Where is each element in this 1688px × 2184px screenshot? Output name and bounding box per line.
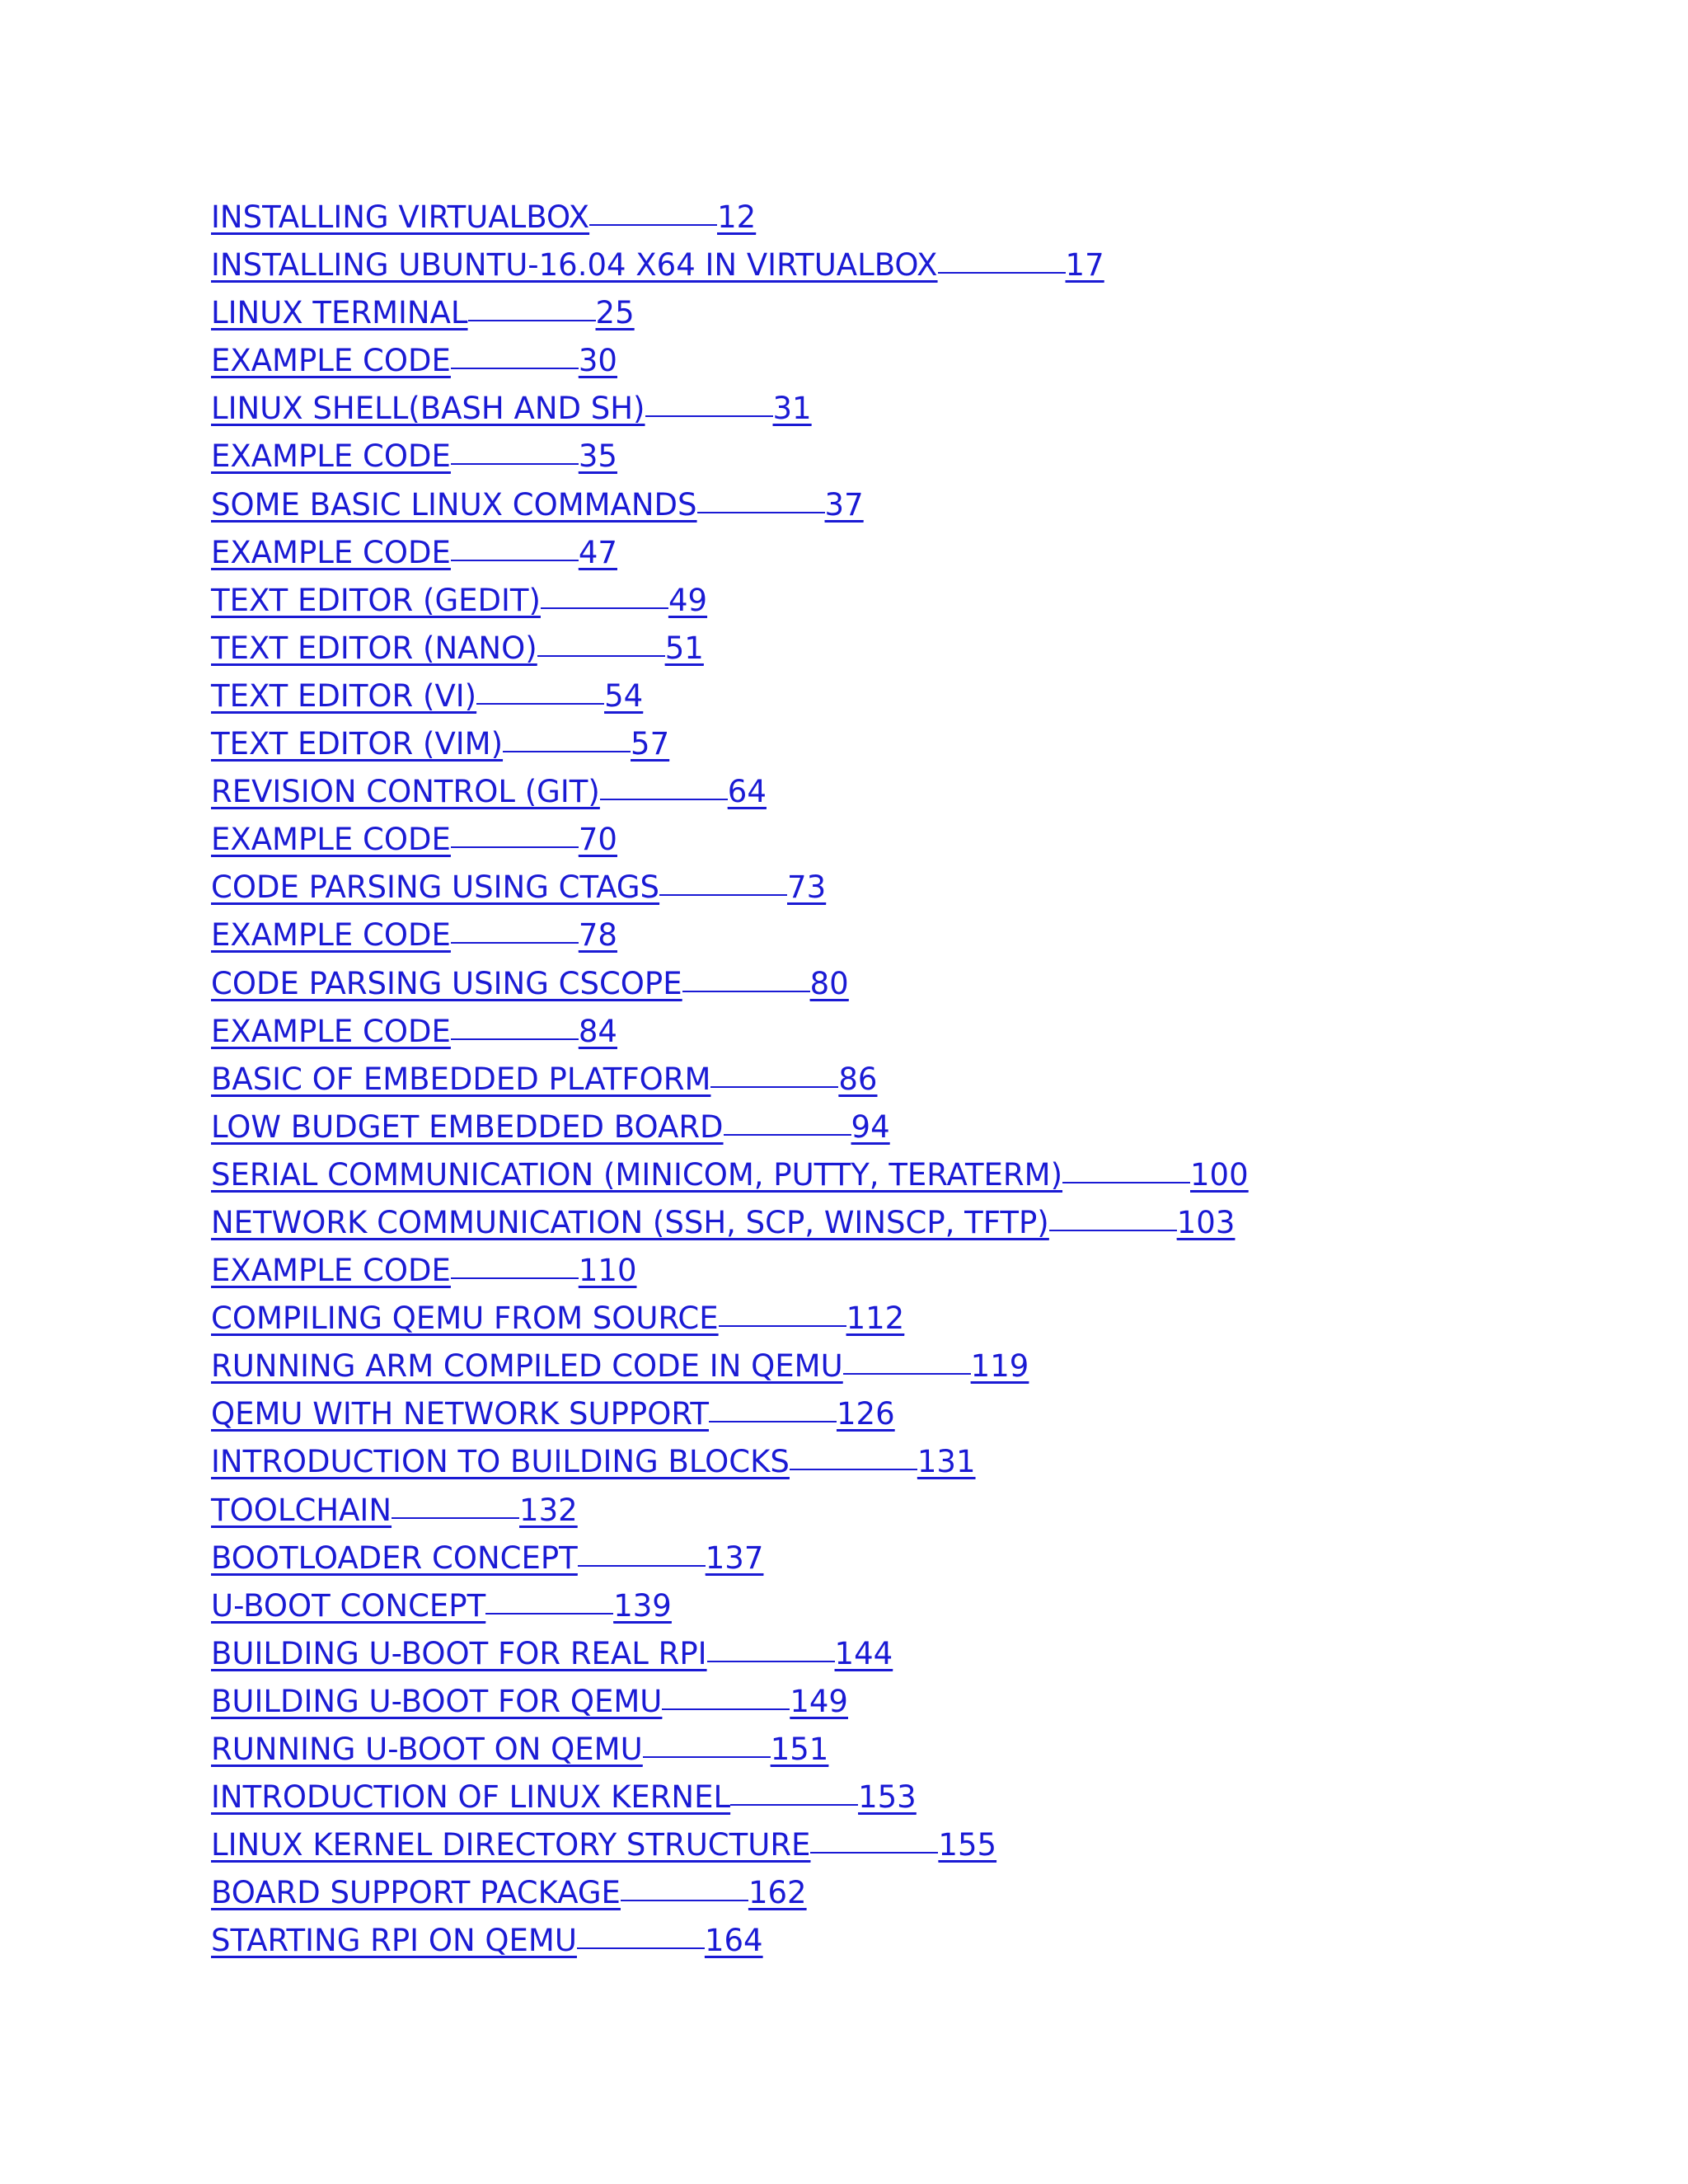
toc-entry[interactable] — [211, 481, 1612, 529]
toc-entry-title: RUNNING ARM COMPILED CODE IN QEMU — [211, 1348, 843, 1385]
toc-entry[interactable] — [211, 1774, 1612, 1821]
toc-entry-page: 84 — [578, 1013, 617, 1049]
toc-entry-title: TEXT EDITOR (NANO) — [211, 630, 537, 666]
toc-entry-page: 131 — [917, 1444, 976, 1480]
toc-entry[interactable] — [211, 385, 1612, 433]
toc-entry-title: CODE PARSING USING CSCOPE — [211, 965, 682, 1001]
toc-entry-page: 86 — [838, 1061, 878, 1097]
toc-entry-page: 94 — [851, 1108, 890, 1145]
toc-entry-title: INSTALLING UBUNTU-16.04 X64 IN VIRTUALBOX — [211, 247, 938, 284]
toc-entry[interactable] — [211, 529, 1612, 577]
toc-entry-page: 25 — [595, 295, 635, 331]
toc-entry-title: TOOLCHAIN — [211, 1492, 392, 1528]
toc-entry-title: EXAMPLE CODE — [211, 1013, 451, 1049]
toc-entry[interactable] — [211, 1295, 1612, 1343]
toc-entry-page: 73 — [787, 869, 827, 906]
toc-entry-title: LOW BUDGET EMBEDDED BOARD — [211, 1108, 724, 1145]
toc-entry[interactable] — [211, 816, 1612, 864]
toc-entry-page: 100 — [1190, 1156, 1249, 1193]
toc-entry[interactable] — [211, 864, 1612, 912]
toc-entry-title: EXAMPLE CODE — [211, 822, 451, 858]
toc-entry-page: 37 — [824, 486, 864, 523]
toc-entry-page: 47 — [578, 534, 617, 570]
toc-entry-title: BOARD SUPPORT PACKAGE — [211, 1875, 621, 1911]
toc-entry-title: EXAMPLE CODE — [211, 917, 451, 954]
toc-entry-title: LINUX TERMINAL — [211, 295, 468, 331]
toc-entry-page: 119 — [970, 1348, 1029, 1385]
toc-entry[interactable] — [211, 194, 1612, 241]
toc-entry-page: 151 — [770, 1732, 829, 1767]
toc-entry-title: REVISION CONTROL (GIT) — [211, 774, 600, 810]
toc-entry[interactable] — [211, 1535, 1612, 1582]
toc-entry[interactable] — [211, 720, 1612, 768]
toc-entry[interactable] — [211, 1726, 1612, 1774]
toc-entry-title: NETWORK COMMUNICATION (SSH, SCP, WINSCP, TFTP) — [211, 1204, 1049, 1240]
toc-entry[interactable] — [211, 241, 1612, 289]
toc-entry-page: 35 — [578, 438, 617, 475]
toc-entry-title: INSTALLING VIRTUALBOX — [211, 199, 590, 235]
toc-entry-title: TEXT EDITOR (GEDIT) — [211, 582, 541, 618]
toc-entry-page: 78 — [578, 917, 617, 954]
toc-entry-title: TEXT EDITOR (VIM) — [211, 726, 504, 762]
toc-entry[interactable] — [211, 1678, 1612, 1726]
toc-entry-page: 144 — [834, 1635, 893, 1671]
toc-entry-title: EXAMPLE CODE — [211, 438, 451, 475]
toc-entry-title: LINUX KERNEL DIRECTORY STRUCTURE — [211, 1827, 811, 1863]
toc-entry-title: CODE PARSING USING CTAGS — [211, 869, 660, 906]
toc-entry-page: 30 — [578, 343, 617, 379]
toc-entry[interactable] — [211, 912, 1612, 959]
toc-entry-page: 80 — [809, 965, 849, 1001]
toc-entry[interactable] — [211, 433, 1612, 480]
toc-entry-title: EXAMPLE CODE — [211, 534, 451, 570]
toc-entry-page: 31 — [772, 391, 812, 427]
toc-entry[interactable] — [211, 1390, 1612, 1438]
toc-entry-title: LINUX SHELL(BASH AND SH) — [211, 391, 645, 427]
toc-entry[interactable] — [211, 1104, 1612, 1151]
toc-entry-title: BASIC OF EMBEDDED PLATFORM — [211, 1061, 711, 1097]
toc-entry-title: STARTING RPI ON QEMU — [211, 1923, 577, 1959]
toc-entry[interactable] — [211, 1056, 1612, 1104]
toc-entry[interactable] — [211, 1821, 1612, 1869]
toc-entry-page: 51 — [664, 630, 704, 666]
toc-entry-page: 70 — [578, 822, 617, 858]
toc-entry-page: 12 — [717, 199, 757, 235]
toc-entry-title: BUILDING U-BOOT FOR QEMU — [211, 1683, 663, 1719]
toc-entry-title: RUNNING U-BOOT ON QEMU — [211, 1732, 643, 1767]
toc-entry-page: 139 — [613, 1587, 672, 1624]
toc-entry-page: 103 — [1176, 1204, 1236, 1240]
toc-entry-title: INTRODUCTION TO BUILDING BLOCKS — [211, 1444, 790, 1480]
toc-entry[interactable] — [211, 337, 1612, 385]
toc-entry[interactable] — [211, 1151, 1612, 1199]
toc-entry[interactable] — [211, 625, 1612, 673]
toc-entry-page: 137 — [705, 1540, 764, 1576]
toc-entry[interactable] — [211, 1869, 1612, 1917]
toc-entry-page: 155 — [938, 1827, 997, 1863]
toc-entry-title: TEXT EDITOR (VI) — [211, 677, 477, 714]
toc-entry-page: 126 — [836, 1396, 895, 1432]
toc-entry[interactable] — [211, 1917, 1612, 1965]
toc-entry-page: 162 — [748, 1875, 807, 1911]
toc-entry-title: EXAMPLE CODE — [211, 1253, 451, 1289]
toc-entry[interactable] — [211, 1582, 1612, 1630]
table-of-contents — [211, 194, 1612, 1965]
toc-entry-page: 64 — [727, 774, 767, 810]
toc-entry-page: 54 — [604, 677, 644, 714]
toc-entry-page: 153 — [858, 1779, 917, 1816]
toc-entry-page: 110 — [578, 1253, 637, 1289]
toc-entry[interactable] — [211, 577, 1612, 625]
toc-entry-title: BOOTLOADER CONCEPT — [211, 1540, 578, 1576]
toc-entry[interactable] — [211, 1630, 1612, 1678]
toc-entry[interactable] — [211, 1487, 1612, 1535]
toc-entry[interactable] — [211, 1199, 1612, 1247]
toc-entry-page: 57 — [631, 726, 670, 762]
toc-entry-page: 149 — [790, 1683, 848, 1719]
toc-entry-title: EXAMPLE CODE — [211, 343, 451, 379]
toc-entry-title: QEMU WITH NETWORK SUPPORT — [211, 1396, 709, 1432]
toc-entry[interactable] — [211, 289, 1612, 337]
toc-entry-title: BUILDING U-BOOT FOR REAL RPI — [211, 1635, 707, 1671]
toc-entry[interactable] — [211, 1008, 1612, 1056]
toc-entry-page: 49 — [668, 582, 708, 618]
toc-entry-page: 112 — [846, 1301, 905, 1337]
toc-entry[interactable] — [211, 960, 1612, 1008]
toc-entry[interactable] — [211, 768, 1612, 816]
toc-entry[interactable] — [211, 673, 1612, 720]
toc-entry-title: SOME BASIC LINUX COMMANDS — [211, 486, 697, 523]
toc-entry-title: INTRODUCTION OF LINUX KERNEL — [211, 1779, 731, 1816]
toc-entry-page: 164 — [704, 1923, 763, 1959]
toc-entry-page: 17 — [1065, 247, 1104, 284]
toc-entry[interactable] — [211, 1247, 1612, 1295]
toc-entry-title: U-BOOT CONCEPT — [211, 1587, 486, 1624]
toc-entry-title: COMPILING QEMU FROM SOURCE — [211, 1301, 719, 1337]
toc-entry-title: SERIAL COMMUNICATION (MINICOM, PUTTY, TERATERM) — [211, 1156, 1063, 1193]
toc-entry[interactable] — [211, 1438, 1612, 1486]
toc-entry-page: 132 — [519, 1492, 578, 1528]
toc-entry[interactable] — [211, 1343, 1612, 1390]
